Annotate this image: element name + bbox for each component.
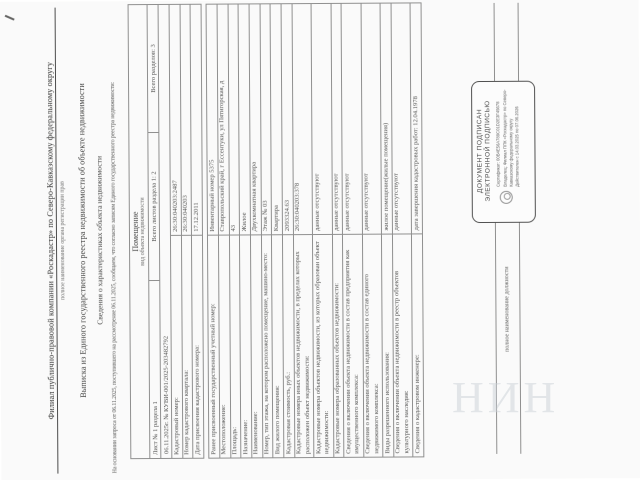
- row-label: Дата присвоения кадастрового номера:: [192, 235, 203, 458]
- object-type: Помещение: [130, 211, 141, 252]
- row-value: дата завершения кадастровых работ: 12.04.1978: [411, 96, 420, 231]
- row-label: Сведения о включении объекта недвижимости в состав предприятия как имущественного комплекса:: [343, 234, 363, 457]
- sheets-total: Всего листов раздела 1: 2: [148, 132, 159, 280]
- authority-caption: полное наименование органа регистрации прав: [59, 181, 67, 301]
- cadastral-tables: [128, 2, 425, 459]
- row-value: Ставропольский край, г Ессентуки, ул Пятигорская, д: [218, 80, 227, 232]
- stamp-title-line2: ЭЛЕКТРОННОЙ ПОДПИСЬЮ: [484, 100, 493, 202]
- row-value: данные отсутствуют: [343, 173, 351, 231]
- registration-authority-name: Филиал публично-правовой компании «Роскадастр» по Северо-Кавказскому федеральному округу: [45, 8, 59, 474]
- stamp-body: [496, 86, 522, 216]
- row-label: Местоположение:: [219, 235, 230, 458]
- characteristics-rows: [206, 2, 425, 458]
- row-value: Этаж № 03: [261, 200, 270, 232]
- row-value: 2093324.63: [283, 199, 291, 232]
- stamp-owner: Владелец: Филиал ППК «Роскадастр» по Северо-Кавказскому федеральному округу: [501, 89, 514, 187]
- row-label: Кадастровые номера объектов недвижимости, из которых образован объект недвижимости:: [313, 234, 333, 457]
- row-value: Инвентарный номер 5375: [208, 159, 216, 232]
- row-label: Наименование:: [251, 234, 262, 457]
- row-label: Виды разрешенного использования:: [382, 234, 393, 457]
- stamp-certificate-lines: [496, 86, 522, 187]
- row-label: Площадь:: [229, 234, 240, 457]
- identification-rows: [170, 4, 205, 459]
- roskadastr-emblem-icon: [500, 191, 513, 204]
- sections-total: Всего разделов: 3: [149, 44, 157, 93]
- table-row: [411, 2, 424, 457]
- row-label: Номер кадастрового квартала:: [182, 235, 193, 458]
- row-label: Кадастровые номера образованных объектов недвижимости:: [333, 234, 344, 457]
- sheet-number: Лист № 1 раздела 1: [149, 280, 160, 458]
- row-label: Сведения о включении объекта недвижимости в реестр объектов культурного наследия:: [393, 233, 413, 456]
- row-value: Квартира: [272, 205, 280, 232]
- object-type-header: [128, 4, 151, 459]
- row-label: Ранее присвоенный государственный учетный номер:: [208, 235, 219, 458]
- row-value: Двухкомнатная квартира: [250, 161, 259, 232]
- stamp-validity: Действителен с 14.03.2025 по 07.06.2026: [514, 106, 521, 187]
- row-label: Номер, тип этажа, на котором расположено помещение, машино-место:: [262, 234, 273, 457]
- row-label: Кадастровые номера иных объектов недвижимости, в пределах которых расположен объект недвижимости:: [294, 234, 314, 457]
- row-value: Жилое: [240, 212, 248, 232]
- row-value: 43: [229, 224, 237, 232]
- row-label: Сведения о кадастровом инженере:: [412, 233, 423, 456]
- row-label: Сведения о включении объекта недвижимости в состав единого недвижимого комплекса:: [363, 234, 383, 457]
- row-value: жилое помещение(жилые помещения): [381, 122, 390, 231]
- row-value: 26:30:040203: [181, 195, 190, 232]
- row-value: 26:30:040203:2487: [171, 180, 179, 232]
- row-value: данные отсутствуют: [392, 173, 401, 231]
- row-label: Вид жилого помещения:: [272, 234, 283, 457]
- page-bleed-through-text: НИН: [452, 373, 560, 422]
- row-value: 26:30:040203:378: [293, 182, 302, 232]
- stamp-title-line1: ДОКУМЕНТ ПОДПИСАН: [476, 108, 484, 194]
- row-value: данные отсутствуют: [332, 173, 340, 231]
- position-caption: полное наименование должности: [504, 266, 511, 352]
- row-value: данные отсутствуют: [362, 173, 371, 231]
- pen-mark: [5, 10, 17, 20]
- row-label: Назначение:: [240, 234, 251, 457]
- document-title: Выписка из Единого государственного реестра недвижимости об объекте недвижимости: [77, 83, 88, 398]
- row-value: данные отсутствуют: [313, 173, 321, 232]
- document-subtitle: Сведения о характеристиках объекта недвижимости: [94, 155, 105, 325]
- object-type-caption: вид объекта недвижимости: [139, 197, 147, 266]
- row-value: 17.12.2011: [192, 202, 200, 232]
- row-label: Кадастровый номер:: [171, 235, 182, 458]
- electronic-signature-stamp: [471, 81, 536, 223]
- row-label: Кадастровая стоимость, руб.:: [283, 234, 294, 457]
- stamp-certificate: Сертификат: 00В4Е56А789С01D2Е3F45678: [495, 101, 502, 187]
- request-basis-line: На основании запроса от 06.11.2025, поступившего на рассмотрение 06.11.2025, сообщаем, что согласно записям Единого государственного реестра недвижимости:: [110, 81, 119, 474]
- extract-number: 06.11.2025г. № КУВИ-001/2025-203482792: [159, 4, 173, 459]
